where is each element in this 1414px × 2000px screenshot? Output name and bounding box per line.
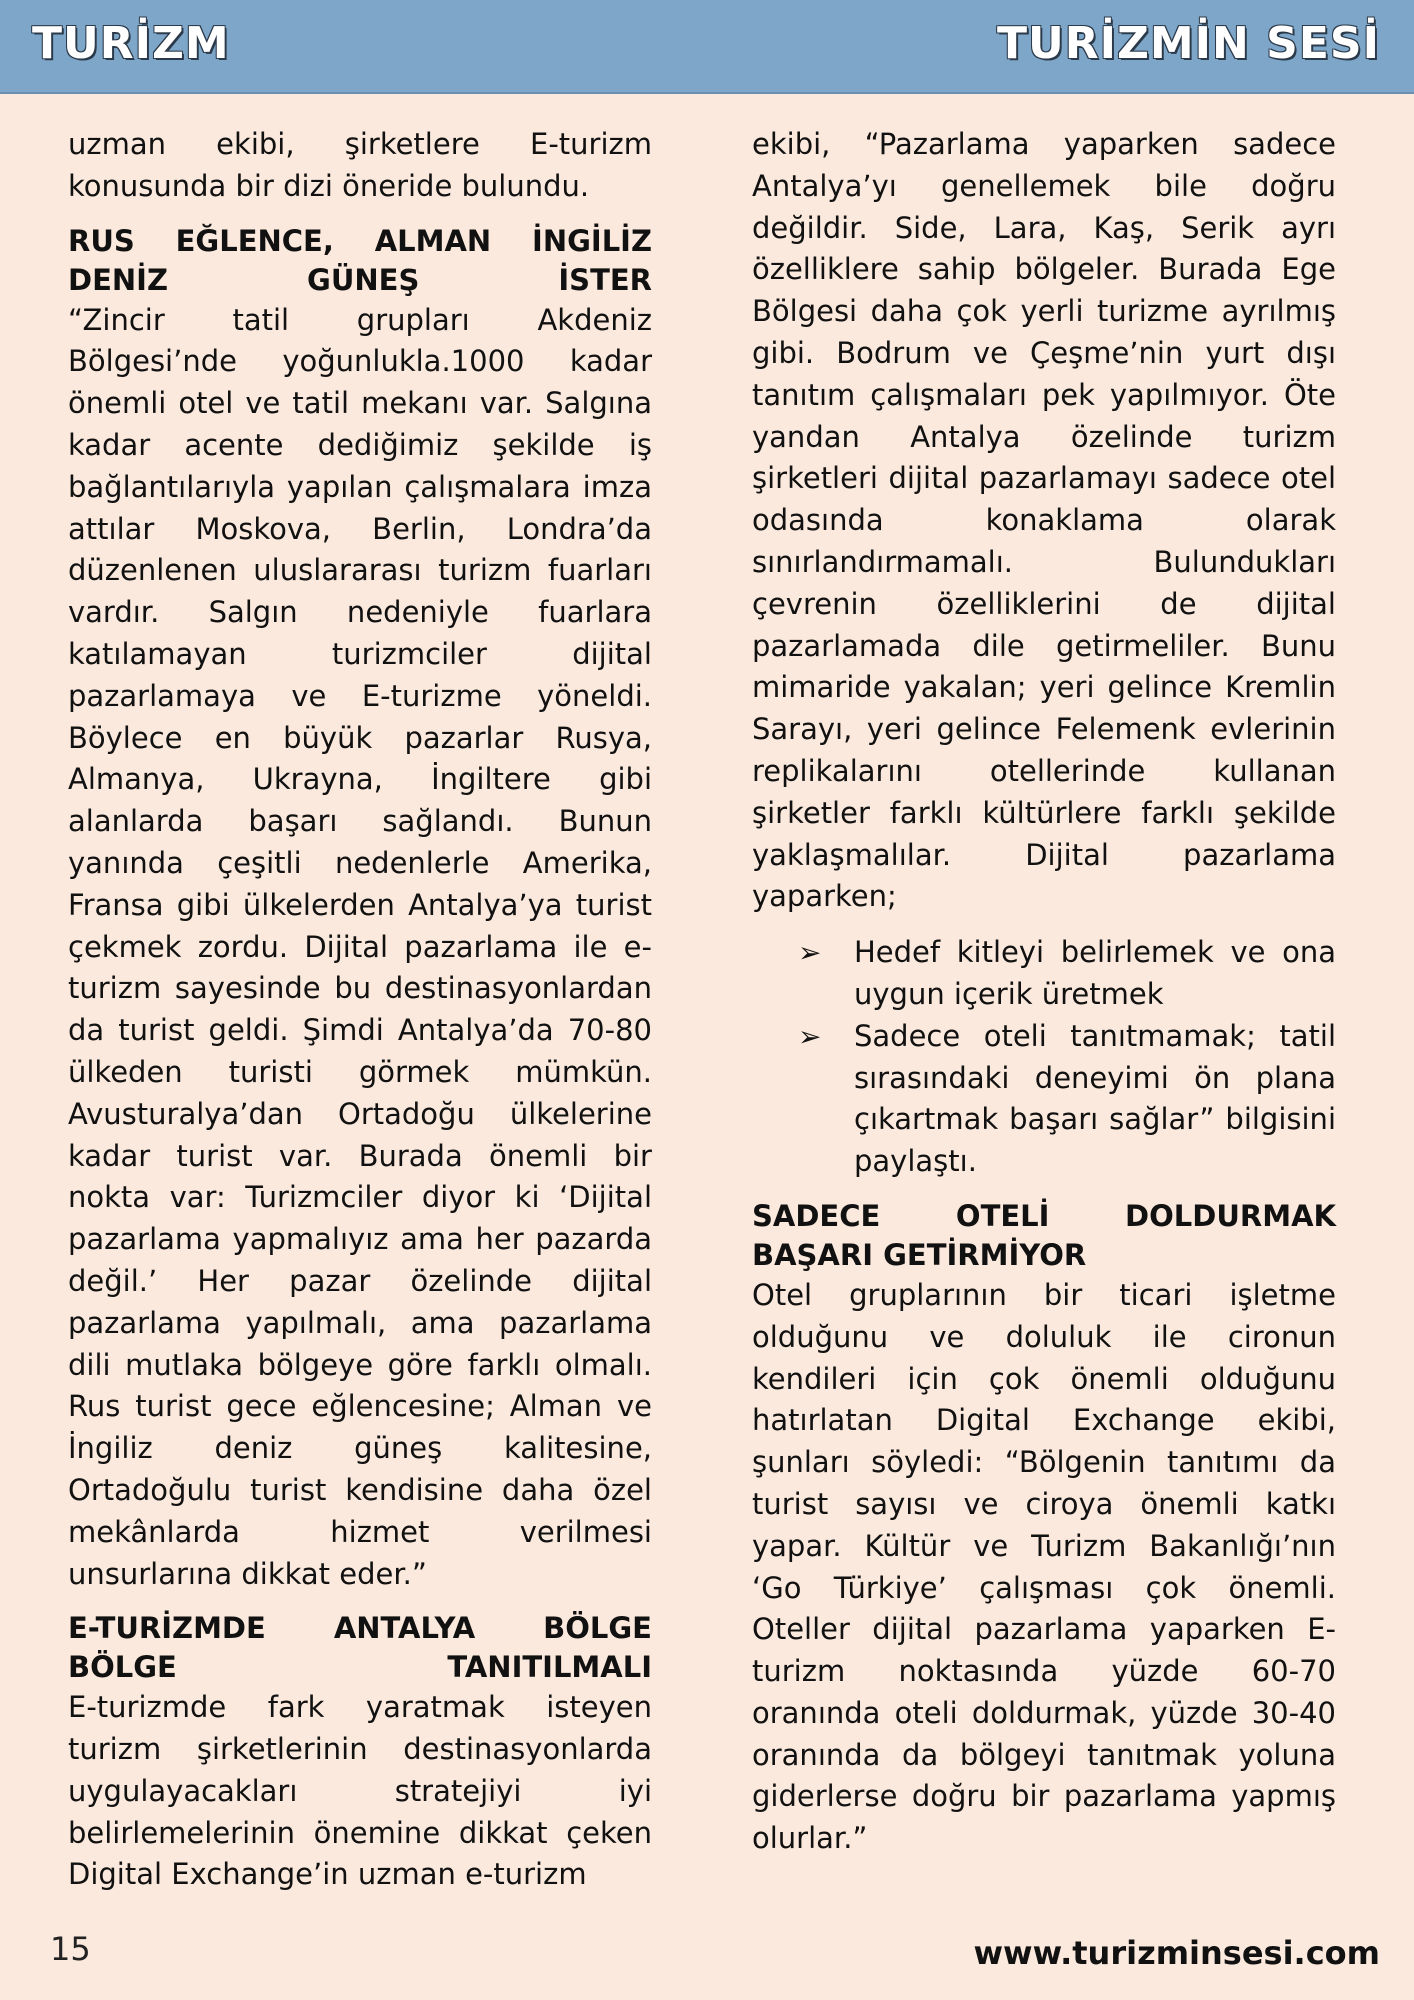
right-heading-1: SADECE OTELİ DOLDURMAK BAŞARI GETİRMİYOR <box>752 1198 1336 1272</box>
page-number: 15 <box>50 1930 91 1968</box>
right-column <box>752 124 1336 1860</box>
header-bar <box>0 0 1414 94</box>
left-paragraph-1: uzman ekibi, şirketlere E-turizm konusunda bir dizi öneride bulundu. <box>68 127 652 203</box>
list-item-text: Sadece oteli tanıtmamak; tatil sırasındaki deneyimi ön plana çıkartmak başarı sağlar” bilgisini paylaştı. <box>854 1018 1336 1179</box>
right-paragraph-2: Otel gruplarının bir ticari işletme olduğunu ve doluluk ile cironun kendileri için çok önemli olduğunu hatırlatan Digital Exchange ekibi, şunları söyledi: “Bölgenin tanıtımı da turist sayısı ve ciroya önemli katkı yapar. Kültür ve Turizm Bakanlığı’nın ‘Go Türkiye’ çalışması çok önemli. Oteller dijital pazarlama yaparken E-turizm noktasında yüzde 60-70 oranında oteli doldurmak, yüzde 30-40 oranında da bölgeyi tanıtmak yoluna giderlerse doğru bir pazarlama yapmış olurlar.” <box>752 1277 1336 1856</box>
left-heading-1: RUS EĞLENCE, ALMAN İNGİLİZ DENİZ GÜNEŞ İSTER <box>68 223 652 297</box>
section-title: TURİZM <box>32 18 230 69</box>
magazine-title: TURİZMİN SESİ <box>996 18 1380 69</box>
website-url: www.turizminsesi.com <box>973 1934 1380 1972</box>
arrow-bullet-icon: ➢ <box>798 1019 822 1053</box>
right-paragraph-1: ekibi, “Pazarlama yaparken sadece Antalya’yı genellemek bile doğru değildir. Side, Lara, Kaş, Serik ayrı özelliklere sahip bölgeler. Burada Ege Bölgesi daha çok yerli turizme ayrılmış gibi. Bodrum ve Çeşme’nin yurt dışı tanıtım çalışmaları pek yapılmıyor. Öte yandan Antalya özelinde turizm şirketleri dijital pazarlamayı sadece otel odasında konaklama olarak sınırlandırmamalı. Bulundukları çevrenin özelliklerini de dijital pazarlamada dile getirmeliler. Bunu mimaride yakalan; yeri gelince Kremlin Sarayı, yeri gelince Felemenk evlerinin replikalarını otellerinde kullanan şirketler farklı kültürlere farklı şekilde yaklaşmalılar. Dijital pazarlama yaparken; <box>752 127 1336 914</box>
list-item <box>798 1016 1336 1183</box>
list-item-text: Hedef kitleyi belirlemek ve ona uygun içerik üretmek <box>854 935 1336 1011</box>
bullet-list <box>752 932 1336 1183</box>
left-paragraph-2: “Zincir tatil grupları Akdeniz Bölgesi’nde yoğunlukla.1000 kadar önemli otel ve tatil mekanı var. Salgına kadar acente dediğimiz şekilde iş bağlantılarıyla yapılan çalışmalara imza attılar Moskova, Berlin, Londra’da düzenlenen uluslararası turizm fuarları vardır. Salgın nedeniyle fuarlara katılamayan turizmciler dijital pazarlamaya ve E-turizme yöneldi. Böylece en büyük pazarlar Rusya, Almanya, Ukrayna, İngiltere gibi alanlarda başarı sağlandı. Bunun yanında çeşitli nedenlerle Amerika, Fransa gibi ülkelerden Antalya’ya turist çekmek zordu. Dijital pazarlama ile e-turizm sayesinde bu destinasyonlardan da turist geldi. Şimdi Antalya’da 70-80 ülkeden turisti görmek mümkün. Avusturalya’dan Ortadoğu ülkelerine kadar turist var. Burada önemli bir nokta var: Turizmciler diyor ki ‘Dijital pazarlama yapmalıyız ama her pazarda değil.’ Her pazar özelinde dijital pazarlama yapılmalı, ama pazarlama dili mutlaka bölgeye göre farklı olmalı. Rus turist gece eğlencesine; Alman ve İngiliz deniz güneş kalitesine, Ortadoğulu turist kendisine daha özel mekânlarda hizmet verilmesi unsurlarına dikkat eder.” <box>68 302 652 1591</box>
list-item <box>798 932 1336 1016</box>
left-column <box>68 124 652 1896</box>
arrow-bullet-icon: ➢ <box>798 936 822 970</box>
left-paragraph-3: E-turizmde fark yaratmak isteyen turizm şirketlerinin destinasyonlarda uygulayacakları stratejiyi iyi belirlemelerinin önemine dikkat çeken Digital Exchange’in uzman e-turizm <box>68 1690 652 1892</box>
left-heading-2: E-TURİZMDE ANTALYA BÖLGE BÖLGE TANITILMALI <box>68 1611 652 1685</box>
